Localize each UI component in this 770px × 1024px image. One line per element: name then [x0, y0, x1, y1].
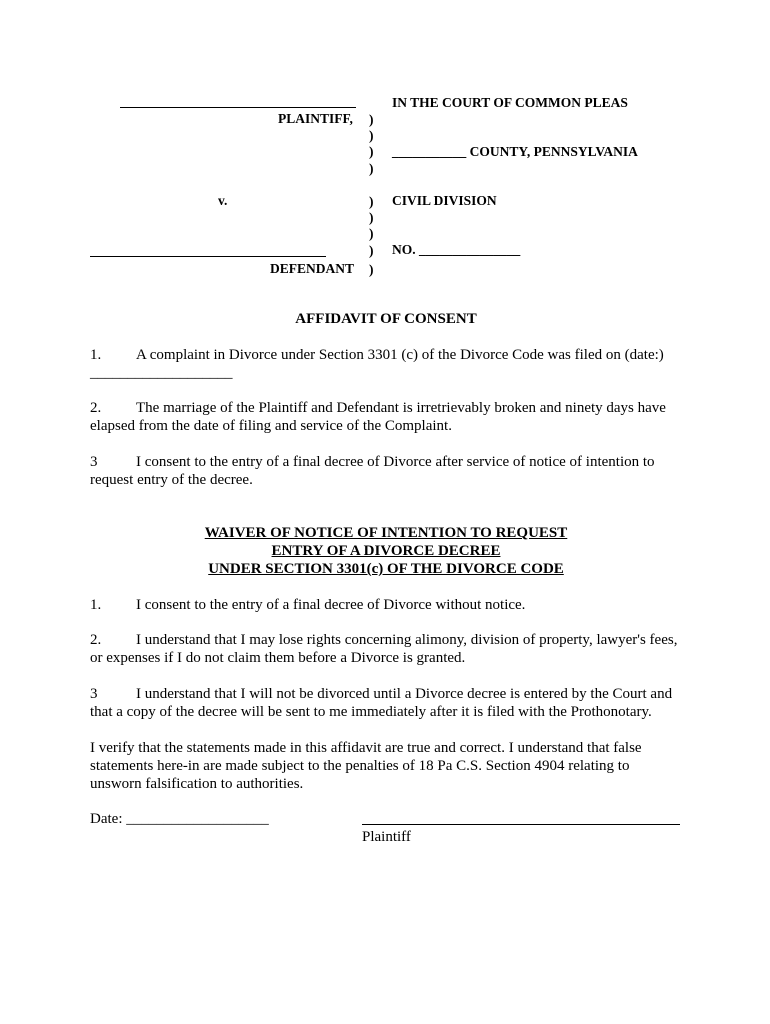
item-number: 1. — [90, 597, 102, 613]
item-text: I understand that I will not be divorced until a Divorce decree is entered by the Court and that a copy of the decree will be sent to me immediately after it is filed with the Prothonotary. — [90, 686, 673, 720]
case-number: NO. _______________ — [392, 242, 521, 257]
item-number: 1. — [90, 347, 102, 363]
waiver-title-line: WAIVER OF NOTICE OF INTENTION TO REQUEST — [204, 525, 568, 541]
item-number: 3 — [90, 454, 98, 470]
caption-paren: ) — [369, 262, 374, 277]
caption-paren: ) — [369, 112, 374, 127]
affidavit-item — [90, 453, 682, 489]
defendant-name-line — [90, 256, 326, 257]
affidavit-item — [90, 346, 682, 382]
item-text: A complaint in Divorce under Section 3301 (c) of the Divorce Code was filed on (date:) ___________________ — [90, 347, 664, 381]
item-text: I consent to the entry of a final decree of Divorce after service of notice of intention to request entry of the decree. — [90, 454, 655, 488]
waiver-title-line: UNDER SECTION 3301(c) OF THE DIVORCE CODE — [208, 561, 564, 577]
caption-paren: ) — [369, 161, 374, 176]
caption-paren: ) — [369, 210, 374, 225]
caption-paren: ) — [369, 226, 374, 241]
waiver-item — [90, 596, 682, 614]
plaintiff-label: PLAINTIFF, — [278, 111, 353, 126]
county-line: ___________ COUNTY, PENNSYLVANIA — [392, 144, 638, 159]
item-text: The marriage of the Plaintiff and Defendant is irretrievably broken and ninety days have elapsed from the date of filing and service of the Complaint. — [90, 400, 666, 434]
waiver-item — [90, 631, 682, 667]
affidavit-title: AFFIDAVIT OF CONSENT — [295, 311, 477, 327]
waiver-title-line: ENTRY OF A DIVORCE DECREE — [271, 543, 501, 559]
caption-paren: ) — [369, 128, 374, 143]
waiver-item — [90, 685, 682, 721]
verification-statement: I verify that the statements made in this affidavit are true and correct. I understand that false statements here-in are made subject to the penalties of 18 Pa C.S. Section 4904 relating to unsworn falsification to authorities. — [90, 740, 642, 792]
item-text: I consent to the entry of a final decree of Divorce without notice. — [136, 597, 526, 613]
item-number: 2. — [90, 400, 102, 416]
caption-paren: ) — [369, 243, 374, 258]
court-name: IN THE COURT OF COMMON PLEAS — [392, 95, 628, 110]
affidavit-item — [90, 399, 682, 435]
date-field: Date: ___________________ — [90, 811, 269, 827]
plaintiff-name-line — [120, 107, 356, 108]
item-number: 3 — [90, 686, 98, 702]
versus-label: v. — [218, 193, 228, 208]
caption-paren: ) — [369, 194, 374, 209]
division-label: CIVIL DIVISION — [392, 193, 497, 208]
defendant-label: DEFENDANT — [270, 261, 355, 276]
caption-paren: ) — [369, 144, 374, 159]
item-text: I understand that I may lose rights concerning alimony, division of property, lawyer's fees, or expenses if I do not claim them before a Divorce is granted. — [90, 632, 678, 666]
signature-line — [362, 824, 680, 825]
waiver-title — [90, 524, 682, 578]
signer-label: Plaintiff — [362, 829, 411, 845]
item-number: 2. — [90, 632, 102, 648]
